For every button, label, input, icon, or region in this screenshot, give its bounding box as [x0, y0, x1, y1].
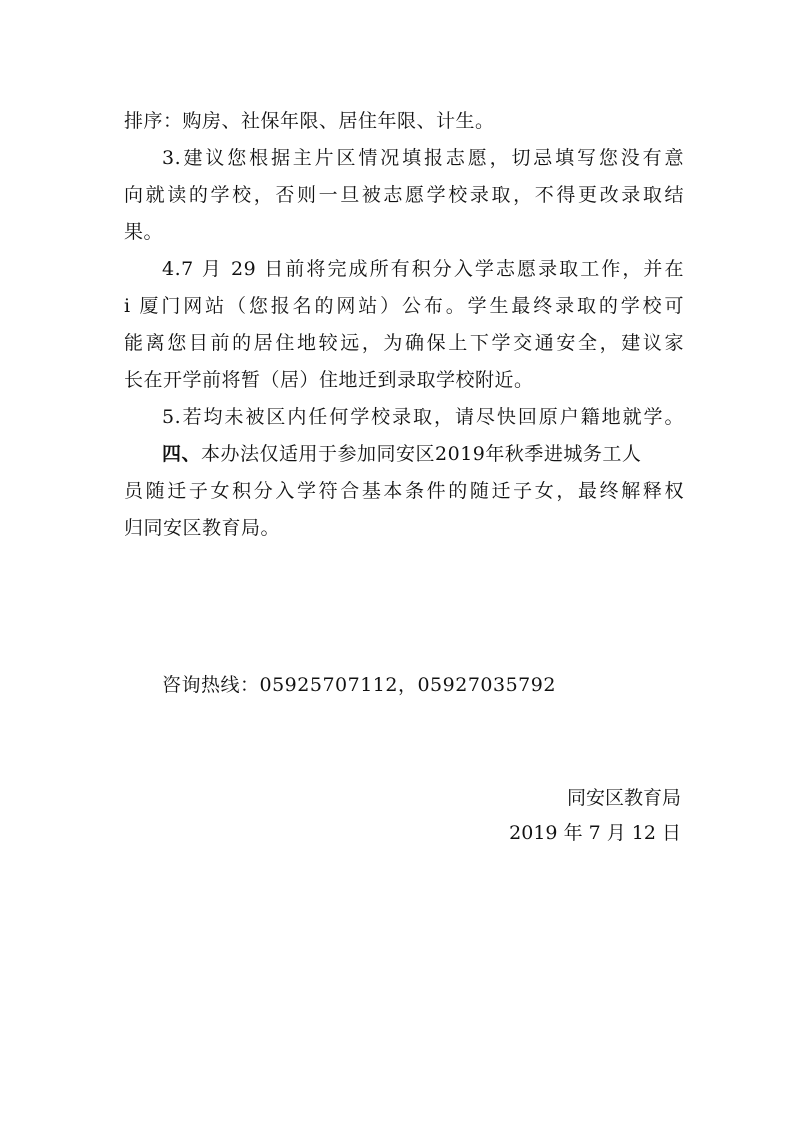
text-line-item4-2: i 厦门网站（您报名的网站）公布。学生最终录取的学校可	[124, 295, 684, 317]
hotline: 咨询热线：05925707112，05927035792	[162, 674, 556, 696]
section4-line1	[162, 437, 684, 471]
section4-line1-text: 本办法仅适用于参加同安区2019年秋季进城务工人	[201, 443, 642, 465]
signature-org: 同安区教育局	[566, 787, 681, 809]
text-line-item3-2: 向就读的学校，否则一旦被志愿学校录取，不得更改录取结	[124, 184, 684, 206]
signature-date: 2019 年 7 月 12 日	[509, 822, 681, 844]
text-line-item4-1: 4.7 月 29 日前将完成所有积分入学志愿录取工作，并在	[162, 258, 684, 280]
text-line-item5: 5.若均未被区内任何学校录取，请尽快回原户籍地就学。	[162, 406, 684, 428]
section4-line3: 归同安区教育局。	[124, 517, 281, 539]
text-line-sort-order: 排序：购房、社保年限、居住年限、计生。	[124, 110, 495, 132]
section4-heading: 四、	[162, 443, 202, 465]
text-line-item3-3: 果。	[124, 221, 164, 243]
text-line-item4-4: 长在开学前将暂（居）住地迁到录取学校附近。	[124, 369, 534, 391]
text-line-item3-1: 3.建议您根据主片区情况填报志愿，切忌填写您没有意	[162, 147, 684, 169]
section4-line2: 员随迁子女积分入学符合基本条件的随迁子女，最终解释权	[124, 480, 684, 502]
text-line-item4-3: 能离您目前的居住地较远，为确保上下学交通安全，建议家	[124, 332, 684, 354]
